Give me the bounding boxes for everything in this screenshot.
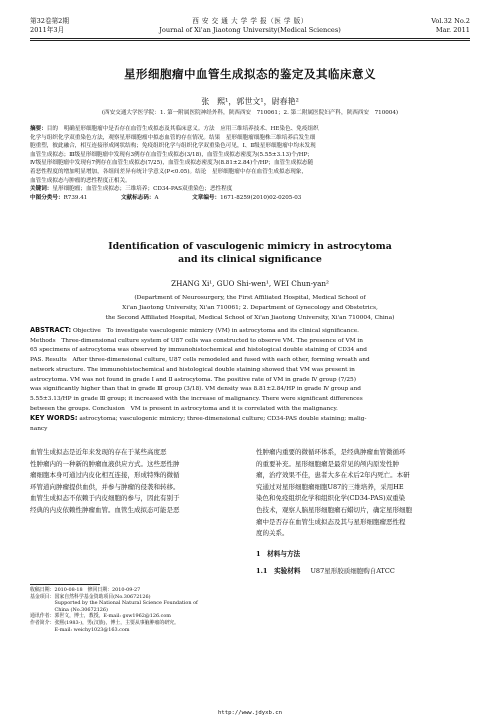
body-line: 度的关系。 bbox=[256, 529, 289, 538]
abstract-en-line: network structure. The immunohistochemical and histological double staining showed that VM was present in bbox=[30, 366, 355, 373]
body-line: 经典的内皮依赖性肿瘤血管。血管生成拟态可能是恶 bbox=[30, 505, 180, 514]
journal-volume bbox=[30, 17, 69, 35]
keywords-en-cont: nancy bbox=[30, 426, 48, 433]
body-line: 染色和免疫组织化学和组织化学(CD34-PAS)双重染 bbox=[256, 494, 406, 503]
body-column-left bbox=[30, 447, 244, 517]
abstract-en-line: Objective To investigate vasculogenic mimicry (VM) in astrocytoma and its clinical significance. bbox=[73, 328, 360, 334]
body-line: 瘤细胞本身可通过内皮化相互连接，形成特殊的微循 bbox=[30, 471, 180, 480]
section-heading: 1 材料与方法 bbox=[256, 549, 301, 558]
body-line: 环管道向肿瘤提供血供，并参与肿瘤的侵袭和转移。 bbox=[30, 482, 180, 491]
body-column-right bbox=[256, 447, 470, 578]
abstract-cn-line: 着恶性程度的增加明显增加，各组间差异有统计学意义(P<0.05)。结论 星形细胞瘤中存在血管生成拟态现象， bbox=[30, 168, 307, 175]
authors-cn: 张 熙¹，郭世文¹，尉春艳² bbox=[201, 97, 299, 106]
body-line: 血管生成拟态不依赖于内皮细胞的参与，因此有别于 bbox=[30, 494, 180, 503]
body-line: 色技术，观察人脑星形细胞瘤石蜡切片，确定星形细胞 bbox=[256, 505, 412, 514]
body-line: 究通过对星形细胞瘤细胞U87的三维培养，采用HE bbox=[256, 482, 404, 491]
footnote-line: E-mail: weichy1023@163.com bbox=[30, 626, 130, 633]
paper-title-en-line: and its clinical significance bbox=[178, 254, 322, 265]
journal-volume-en bbox=[431, 17, 470, 35]
footnote-line: 收稿日期：2010-08-18 修回日期：2010-09-27 bbox=[30, 587, 141, 593]
abstract-cn-line: 化学与组织化学双重染色方法，观察星形细胞瘤中拟态血管的存在情况。结果 星形细胞瘤细胞株三维培养后发生细 bbox=[30, 134, 316, 141]
doc-code-label: 文献标志码： bbox=[120, 194, 155, 201]
abstract-cn bbox=[30, 125, 472, 202]
abstract-en-label: ABSTRACT: bbox=[30, 326, 72, 334]
journal-name-en: Journal of Xi'an Jiaotong University(Medical Sciences) bbox=[159, 26, 341, 34]
footnote-rule bbox=[30, 584, 100, 585]
paper-title-en bbox=[30, 240, 470, 266]
volume-issue: 第32卷第2期 bbox=[30, 17, 69, 25]
header-rule-2 bbox=[30, 40, 470, 41]
affiliation-en-line: Xi'an Jiaotong University, Xi'an 710061; 2. Department of Gynecology and Obstetrics, bbox=[122, 305, 378, 311]
abstract-cn-line: 血管生成拟态与肿瘤的恶性程度正相关。 bbox=[30, 177, 131, 184]
affiliation-en-line: (Department of Neurosurgery, the First Affiliated Hospital, Medical School of bbox=[134, 295, 366, 301]
affiliation-en bbox=[30, 293, 470, 323]
abstract-en-line: 65 specimens of astrocytoma was observed by immunohistochemical and histological double staining of CD34 and bbox=[30, 347, 367, 354]
footnote-line: 通讯作者：郭世文，博士，教授。E-mail: gsw1962@126.com bbox=[30, 613, 171, 620]
subsection-line bbox=[256, 566, 470, 578]
article-number-label: 文章编号： bbox=[192, 194, 221, 201]
header-rule bbox=[30, 38, 470, 39]
authors-en: ZHANG Xi¹, GUO Shi-wen¹, WEI Chun-yan² bbox=[171, 279, 329, 288]
body-line: 性肿瘤内重要的微循环体系，是经典肿瘤血管微循环 bbox=[256, 448, 406, 456]
abstract-cn-line: Ⅳ级星形细胞瘤中发现有7例存在血管生成拟态(7/25)，血管生成拟态密度为(8.81±2.84)个/HP；血管生成拟态随 bbox=[30, 160, 314, 167]
abstract-en-line: PAS. Results After three-dimensional culture, U87 cells remodeled and fused with each other, forming wreath and bbox=[30, 357, 370, 364]
abstract-en-line: astrocytoma. VM was not found in grade Ⅰ and Ⅱ astrocytoma. The positive rate of VM in grade Ⅳ group (7/25) bbox=[30, 376, 356, 383]
clc-label: 中图分类号： bbox=[30, 194, 64, 201]
footer-url[interactable]: http://www.jdyxb.cn bbox=[218, 710, 282, 716]
subsection-heading: 1.1 实验材料 bbox=[256, 567, 301, 576]
doc-code: A bbox=[154, 194, 159, 201]
affiliation-cn: (西安交通大学医学院：1. 第一附属医院神经外科，陕西西安 710061；2. 第二附属医院妇产科，陕西西安 710004) bbox=[101, 110, 399, 116]
keywords-en: astrocytoma; vasculogenic mimicry; three-dimensional culture; CD34-PAS double staining; malig- bbox=[79, 416, 367, 423]
abstract-cn-line: 胞重塑，彼此融合，相互连接形成网状结构；免疫组织化学与组织化学双重染色可见，Ⅰ、Ⅱ级星形细胞瘤中均未发现 bbox=[30, 143, 316, 150]
clc-number: R739.41 bbox=[63, 194, 88, 201]
footnote-line: 基金项目：国家自然科学基金资助项目(No.30672126) bbox=[30, 593, 151, 600]
abstract-cn-line: 目的 明确星形细胞瘤中是否存在血管生成拟态及其临床意义。方法 应用三维培养技术、HE染色、免疫组织 bbox=[46, 126, 319, 132]
abstract-en bbox=[30, 326, 472, 435]
journal-name-cn: 西 安 交 通 大 学 学 报（医 学 版） bbox=[192, 17, 308, 25]
affiliation-en-line: the Second Affiliated Hospital, Medical School of Xi'an Jiaotong University, Xi'an 710004, China) bbox=[105, 315, 395, 321]
journal-name bbox=[110, 17, 390, 35]
abstract-en-line: between the groups. Conclusion VM is present in astrocytoma and it is correlated with the malignancy. bbox=[30, 405, 338, 412]
classification-cn bbox=[30, 194, 472, 203]
body-line: 的重要补充。星形细胞瘤是最常见的颅内原发性肿 bbox=[256, 459, 399, 468]
abstract-en-line: 5.55±3.13/HP in grade Ⅲ group; it increased with the increase of malignancy. There were significant differences bbox=[30, 395, 363, 402]
abstract-cn-line: 血管生成拟态；Ⅲ级星形细胞瘤中发现有3例存在血管生成拟态(3/18)，血管生成拟态密度为(5.55±3.13)个/HP； bbox=[30, 151, 313, 158]
abstract-cn-label: 摘要： bbox=[30, 126, 47, 132]
subsection-text: U87星形胶质细胞购自ATCC bbox=[310, 567, 395, 576]
body-line: 性肿瘤内的一种新的肿瘤血液供应方式。这些恶性肿 bbox=[30, 459, 180, 468]
abstract-en-line: Methods Three-dimensional culture system of U87 cells was constructed to observe VM. The presence of VM in bbox=[30, 337, 364, 344]
issue-date: 2011年3月 bbox=[30, 26, 65, 34]
paper-title-cn: 星形细胞瘤中血管生成拟态的鉴定及其临床意义 bbox=[124, 67, 376, 81]
footnote-line: Supported by the National Natural Science Foundation of bbox=[30, 600, 198, 607]
keywords-en-label: KEY WORDS: bbox=[30, 414, 78, 423]
keywords-cn: 星形细胞瘤；血管生成拟态；三维培养；CD34-PAS双重染色；恶性程度 bbox=[52, 186, 233, 193]
footnotes bbox=[30, 587, 244, 633]
body-line: 血管生成拟态是近年来发现的存在于某些高度恶 bbox=[30, 448, 167, 456]
body-line: 瘤中是否存在血管生成拟态及其与星形细胞瘤恶性程 bbox=[256, 517, 406, 526]
footnote-line: 作者简介：张熙(1983-)，男(汉族)，博士，主要从事脑肿瘤的研究。 bbox=[30, 619, 179, 626]
footnote-line: China (No.30672126) bbox=[30, 606, 108, 613]
article-number: 1671-8259(2010)02-0205-03 bbox=[220, 194, 302, 201]
issue-date-en: Mar. 2011 bbox=[435, 26, 470, 34]
abstract-en-line: was significantly higher than that in grade Ⅲ group (3/18). VM density was 8.81±2.84/HP in grade Ⅳ group and bbox=[30, 386, 362, 393]
paper-title-en-line: Identification of vasculogenic mimicry in astrocytoma bbox=[108, 241, 392, 252]
volume-issue-en: Vol.32 No.2 bbox=[431, 17, 470, 25]
body-line: 瘤，治疗效果不佳，患者大多在术后2年内死亡。本研 bbox=[256, 471, 410, 480]
keywords-cn-label: 关键词： bbox=[30, 186, 53, 193]
